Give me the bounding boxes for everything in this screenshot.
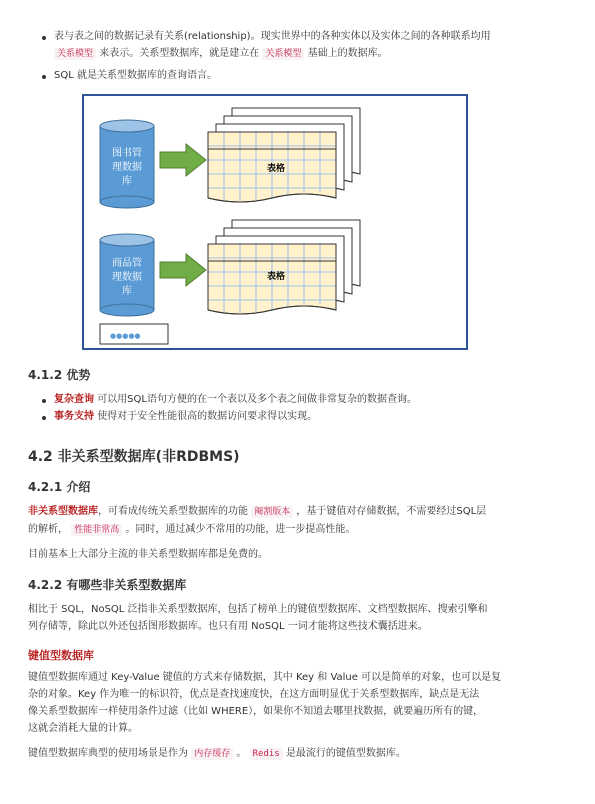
kv-paragraph-line: 这就会消耗大量的计算。 bbox=[28, 723, 138, 734]
subheading-kv-db: 键值型数据库 bbox=[28, 649, 94, 662]
relational-diagram bbox=[82, 94, 470, 352]
intro-bullet-1: 表与表之间的数据记录有关系(relationship)。现实世界中的各种实体以及实体之间的各种联系均用 bbox=[54, 31, 491, 42]
table-label-2: 表格 bbox=[266, 272, 286, 282]
inline-code: 内存缓存 bbox=[191, 748, 233, 760]
db1-label-line: 图书管 bbox=[112, 148, 142, 159]
kv-paragraph-line: 键值型数据库通过 Key-Value 键值的方式来存储数据，其中 Key 和 Value 可以是简单的对象，也可以是复 bbox=[28, 672, 502, 683]
advantage-item-1: 复杂查询 可以用SQL语句方便的在一个表以及多个表之间做非常复杂的数据查询。 bbox=[54, 394, 417, 405]
table-stack-2 bbox=[208, 220, 360, 314]
free-note: 目前基本上大部分主流的非关系型数据库都是免费的。 bbox=[28, 549, 268, 560]
table-stack-1 bbox=[208, 108, 360, 202]
bullet-dot bbox=[42, 36, 46, 40]
intro-bullet-2: SQL 就是关系型数据库的查询语言。 bbox=[54, 70, 217, 81]
section-title-412: 4.1.2 优势 bbox=[28, 368, 91, 382]
section-title-421: 4.2.1 介绍 bbox=[28, 480, 91, 494]
bullet-dot bbox=[42, 399, 46, 403]
intro-paragraph-line-1: 非关系型数据库，可看成传统关系型数据库的功能 阉割版本 ，基于键值对存储数据，不需要经过SQL层 bbox=[28, 506, 487, 517]
intro-paragraph-line-2: 的解析， 性能非常高 。同时，通过减少不常用的功能，进一步提高性能。 bbox=[28, 524, 356, 535]
bullet-dot bbox=[42, 416, 46, 420]
kv-paragraph-line: 像关系型数据库一样使用条件过滤（比如 WHERE），如果你不知道去哪里找数据，就要遍历所有的键， bbox=[28, 706, 484, 717]
section-title-422: 4.2.2 有哪些非关系型数据库 bbox=[28, 578, 187, 592]
inline-code: Redis bbox=[250, 748, 283, 760]
inline-code: 阉割版本 bbox=[251, 506, 293, 518]
advantage-item-2: 事务支持 使得对于安全性能很高的数据访问要求得以实现。 bbox=[54, 411, 318, 422]
section-title-42: 4.2 非关系型数据库(非RDBMS) bbox=[28, 449, 240, 465]
nosql-paragraph-line: 相比于 SQL，NoSQL 泛指非关系型数据库，包括了榜单上的键值型数据库、文档型数据库、搜索引擎和 bbox=[28, 604, 488, 615]
kv-usage-line: 键值型数据库典型的使用场景是作为 内存缓存 。 Redis 是最流行的键值型数据库。 bbox=[28, 748, 406, 759]
db2-label-line: 理数据 bbox=[112, 272, 142, 283]
kv-paragraph-line: 杂的对象。Key 作为唯一的标识符，优点是查找速度快，在这方面明显优于关系型数据库，缺点是无法 bbox=[28, 689, 480, 700]
inline-code: 性能非常高 bbox=[71, 524, 122, 536]
db2-label-line: 商品管 bbox=[112, 258, 142, 269]
ellipsis-dots: ●●●●● bbox=[110, 332, 141, 340]
table-label-1: 表格 bbox=[266, 164, 286, 174]
inline-code: 关系模型 bbox=[54, 48, 96, 60]
intro-bullet-1-cont: 关系模型 来表示。关系型数据库，就是建立在 关系模型 基础上的数据库。 bbox=[54, 45, 388, 63]
nosql-paragraph-line: 列存储等，除此以外还包括图形数据库。也只有用 NoSQL 一词才能将这些技术囊括进来。 bbox=[28, 621, 428, 632]
db1-label-line: 库 bbox=[122, 176, 132, 187]
db1-label-line: 理数据 bbox=[112, 162, 142, 173]
db2-label-line: 库 bbox=[122, 286, 132, 297]
bullet-dot bbox=[42, 75, 46, 79]
inline-code: 关系模型 bbox=[262, 48, 304, 60]
